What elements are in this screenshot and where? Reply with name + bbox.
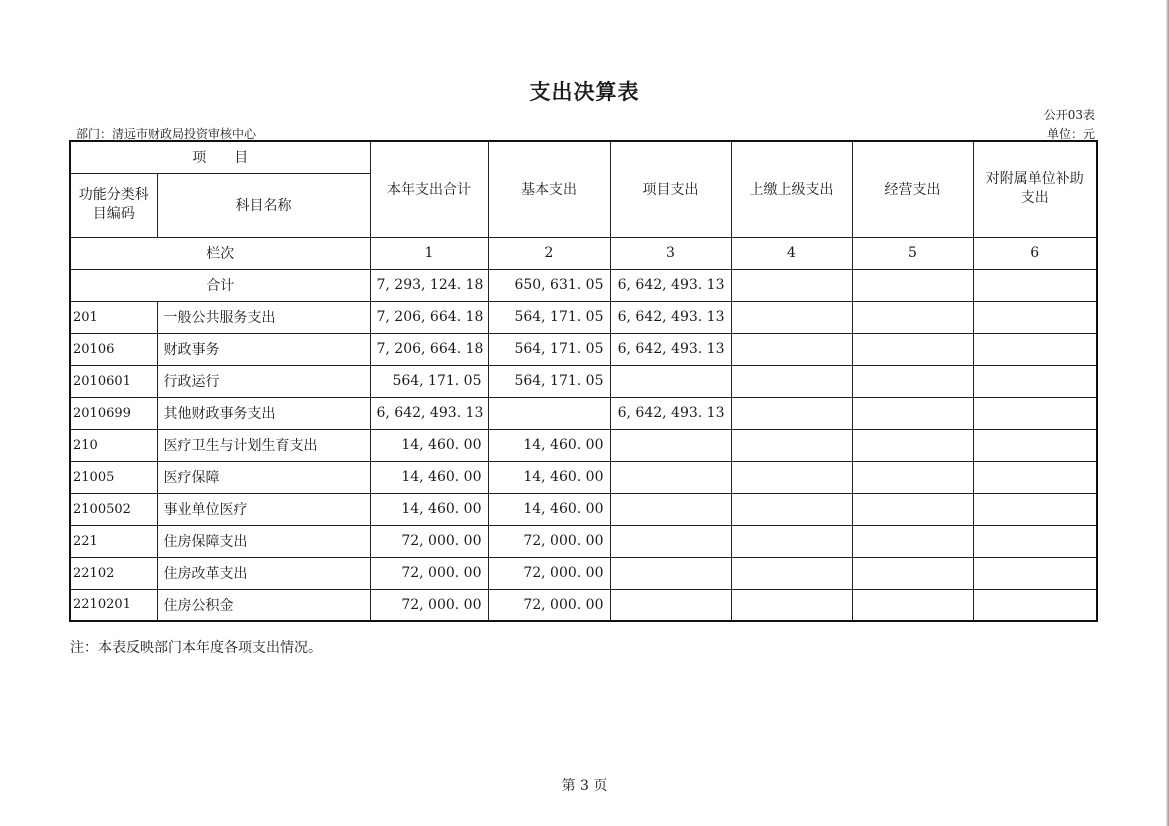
header-basic: 基本支出 <box>488 141 610 237</box>
subject-name: 医疗保障 <box>157 461 370 493</box>
column-number-row <box>70 237 1097 269</box>
table-cell <box>852 429 973 461</box>
subject-code: 201 <box>70 301 157 333</box>
subject-name: 住房保障支出 <box>157 525 370 557</box>
table-cell <box>731 333 852 365</box>
table-cell: 564, 171. 05 <box>370 365 488 397</box>
page-title: 支出决算表 <box>529 79 640 104</box>
subject-name: 住房改革支出 <box>157 557 370 589</box>
department-label: 部门：清远市财政局投资审核中心 <box>76 127 257 141</box>
table-cell <box>488 397 610 429</box>
table-cell <box>610 493 731 525</box>
table-cell: 6, 642, 493. 13 <box>610 269 731 301</box>
table-cell <box>973 461 1097 493</box>
table-cell <box>973 589 1097 621</box>
table-cell: 72, 000. 00 <box>370 525 488 557</box>
header-project: 项目支出 <box>610 141 731 237</box>
table-cell: 564, 171. 05 <box>488 333 610 365</box>
table-cell: 7, 206, 664. 18 <box>370 333 488 365</box>
subject-code: 2210201 <box>70 589 157 621</box>
table-cell <box>852 269 973 301</box>
column-number: 5 <box>852 237 973 269</box>
table-cell <box>610 429 731 461</box>
total-label: 合计 <box>70 269 370 301</box>
table-row <box>70 397 1097 429</box>
expenditure-table <box>69 140 1098 622</box>
subject-code: 22102 <box>70 557 157 589</box>
table-cell: 72, 000. 00 <box>488 557 610 589</box>
column-number: 6 <box>973 237 1097 269</box>
table-cell <box>610 365 731 397</box>
table-cell <box>852 461 973 493</box>
table-cell <box>852 301 973 333</box>
header-row-1 <box>70 141 1097 173</box>
table-cell <box>731 557 852 589</box>
subject-name: 一般公共服务支出 <box>157 301 370 333</box>
table-cell <box>973 493 1097 525</box>
header-subsidy: 对附属单位补助支出 <box>973 141 1097 237</box>
table-cell <box>731 365 852 397</box>
table-cell: 650, 631. 05 <box>488 269 610 301</box>
column-number: 1 <box>370 237 488 269</box>
column-label: 栏次 <box>70 237 370 269</box>
table-cell: 14, 460. 00 <box>370 493 488 525</box>
form-number: 公开03表 <box>1043 108 1095 122</box>
table-cell: 564, 171. 05 <box>488 301 610 333</box>
table-cell: 72, 000. 00 <box>488 525 610 557</box>
header-func-code: 功能分类科目编码 <box>70 173 157 237</box>
table-row <box>70 429 1097 461</box>
table-cell: 72, 000. 00 <box>488 589 610 621</box>
table-cell <box>852 493 973 525</box>
table-row <box>70 557 1097 589</box>
table-cell <box>610 589 731 621</box>
subject-name: 行政运行 <box>157 365 370 397</box>
table-cell <box>973 429 1097 461</box>
subject-code: 210 <box>70 429 157 461</box>
table-cell <box>973 525 1097 557</box>
table-cell: 72, 000. 00 <box>370 557 488 589</box>
table-cell <box>731 525 852 557</box>
subject-code: 2010601 <box>70 365 157 397</box>
table-cell: 6, 642, 493. 13 <box>370 397 488 429</box>
table-cell: 14, 460. 00 <box>370 429 488 461</box>
table-cell <box>852 333 973 365</box>
table-cell <box>610 525 731 557</box>
header-item: 项 目 <box>70 141 370 173</box>
table-cell: 564, 171. 05 <box>488 365 610 397</box>
table-cell <box>610 557 731 589</box>
table-cell: 14, 460. 00 <box>370 461 488 493</box>
total-row <box>70 269 1097 301</box>
table-row <box>70 525 1097 557</box>
table-cell <box>852 525 973 557</box>
table-cell <box>731 301 852 333</box>
table-cell: 72, 000. 00 <box>370 589 488 621</box>
table-cell <box>973 301 1097 333</box>
subject-code: 2100502 <box>70 493 157 525</box>
table-cell: 14, 460. 00 <box>488 429 610 461</box>
header-business: 经营支出 <box>852 141 973 237</box>
table-cell: 7, 206, 664. 18 <box>370 301 488 333</box>
table-cell: 14, 460. 00 <box>488 493 610 525</box>
table-cell <box>731 493 852 525</box>
header-total: 本年支出合计 <box>370 141 488 237</box>
table-cell <box>731 269 852 301</box>
table-cell: 6, 642, 493. 13 <box>610 301 731 333</box>
table-cell <box>852 365 973 397</box>
table-cell <box>731 429 852 461</box>
subject-code: 221 <box>70 525 157 557</box>
header-subject-name: 科目名称 <box>157 173 370 237</box>
table-cell: 14, 460. 00 <box>488 461 610 493</box>
unit-label: 单位：元 <box>1046 127 1095 141</box>
table-cell <box>610 461 731 493</box>
table-cell <box>852 557 973 589</box>
table-cell <box>973 557 1097 589</box>
subject-code: 20106 <box>70 333 157 365</box>
table-row <box>70 301 1097 333</box>
table-note: 注：本表反映部门本年度各项支出情况。 <box>70 640 322 656</box>
column-number: 2 <box>488 237 610 269</box>
table-cell <box>852 589 973 621</box>
column-number: 4 <box>731 237 852 269</box>
table-row <box>70 333 1097 365</box>
table-cell: 6, 642, 493. 13 <box>610 397 731 429</box>
table-row <box>70 461 1097 493</box>
table-cell <box>852 397 973 429</box>
page-number: 第 3 页 <box>561 778 608 794</box>
table-body <box>70 301 1097 621</box>
subject-name: 其他财政事务支出 <box>157 397 370 429</box>
table-cell <box>731 397 852 429</box>
subject-code: 2010699 <box>70 397 157 429</box>
table-cell <box>731 461 852 493</box>
subject-name: 财政事务 <box>157 333 370 365</box>
table-row <box>70 589 1097 621</box>
table-row <box>70 365 1097 397</box>
subject-code: 21005 <box>70 461 157 493</box>
table-cell <box>731 589 852 621</box>
subject-name: 事业单位医疗 <box>157 493 370 525</box>
table-cell: 6, 642, 493. 13 <box>610 333 731 365</box>
table-cell <box>973 365 1097 397</box>
header-remit: 上缴上级支出 <box>731 141 852 237</box>
table-row <box>70 493 1097 525</box>
table-cell <box>973 269 1097 301</box>
subject-name: 医疗卫生与计划生育支出 <box>157 429 370 461</box>
column-number: 3 <box>610 237 731 269</box>
table-cell: 7, 293, 124. 18 <box>370 269 488 301</box>
subject-name: 住房公积金 <box>157 589 370 621</box>
table-cell <box>973 397 1097 429</box>
table-cell <box>973 333 1097 365</box>
